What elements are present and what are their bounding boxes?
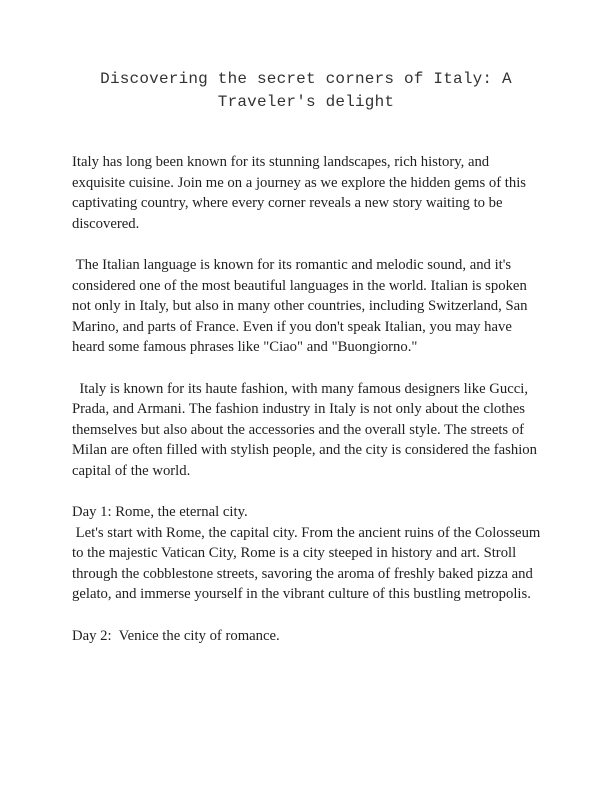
paragraph-language: The Italian language is known for its romantic and melodic sound, and it's considered one of the most beautiful languages in the world. Italian is spoken not only in Italy, but also in many other countries, including Switzerland, San Marino, and parts of France. Even if you don't speak Italian, you may have heard some famous phrases like "Ciao" and "Buongiorno." [72, 256, 532, 356]
paragraph-intro: Italy has long been known for its stunning landscapes, rich history, and exquisite cuisine. Join me on a journey as we explore the hidden gems of this captivating country, where every corner reveals a new story waiting to be discovered. [72, 154, 530, 232]
paragraph-fashion: Italy is known for its haute fashion, with many famous designers like Gucci, Prada, and Armani. The fashion industry in Italy is not only about the clothes themselves but also about the accessories and the overall style. The streets of Milan are often filled with stylish people, and the city is considered the fashion capital of the world. [72, 380, 541, 479]
day-2-heading: Day 2: Venice the city of romance. [72, 627, 280, 644]
document-body [72, 152, 545, 667]
day-1-section [72, 502, 545, 605]
day-2-section [72, 626, 542, 647]
day-1-heading: Day 1: Rome, the eternal city. [72, 504, 248, 521]
day-1-text: Let's start with Rome, the capital city. From the ancient ruins of the Colosseum to the majestic Vatican City, Rome is a city steeped in history and art. Stroll through the cobblestone streets, savoring the aroma of freshly baked pizza and gelato, and immerse yourself in the vibrant culture of this bustling metropolis. [72, 524, 545, 603]
document-title: Discovering the secret corners of Italy: A Traveler's delight [100, 70, 512, 111]
